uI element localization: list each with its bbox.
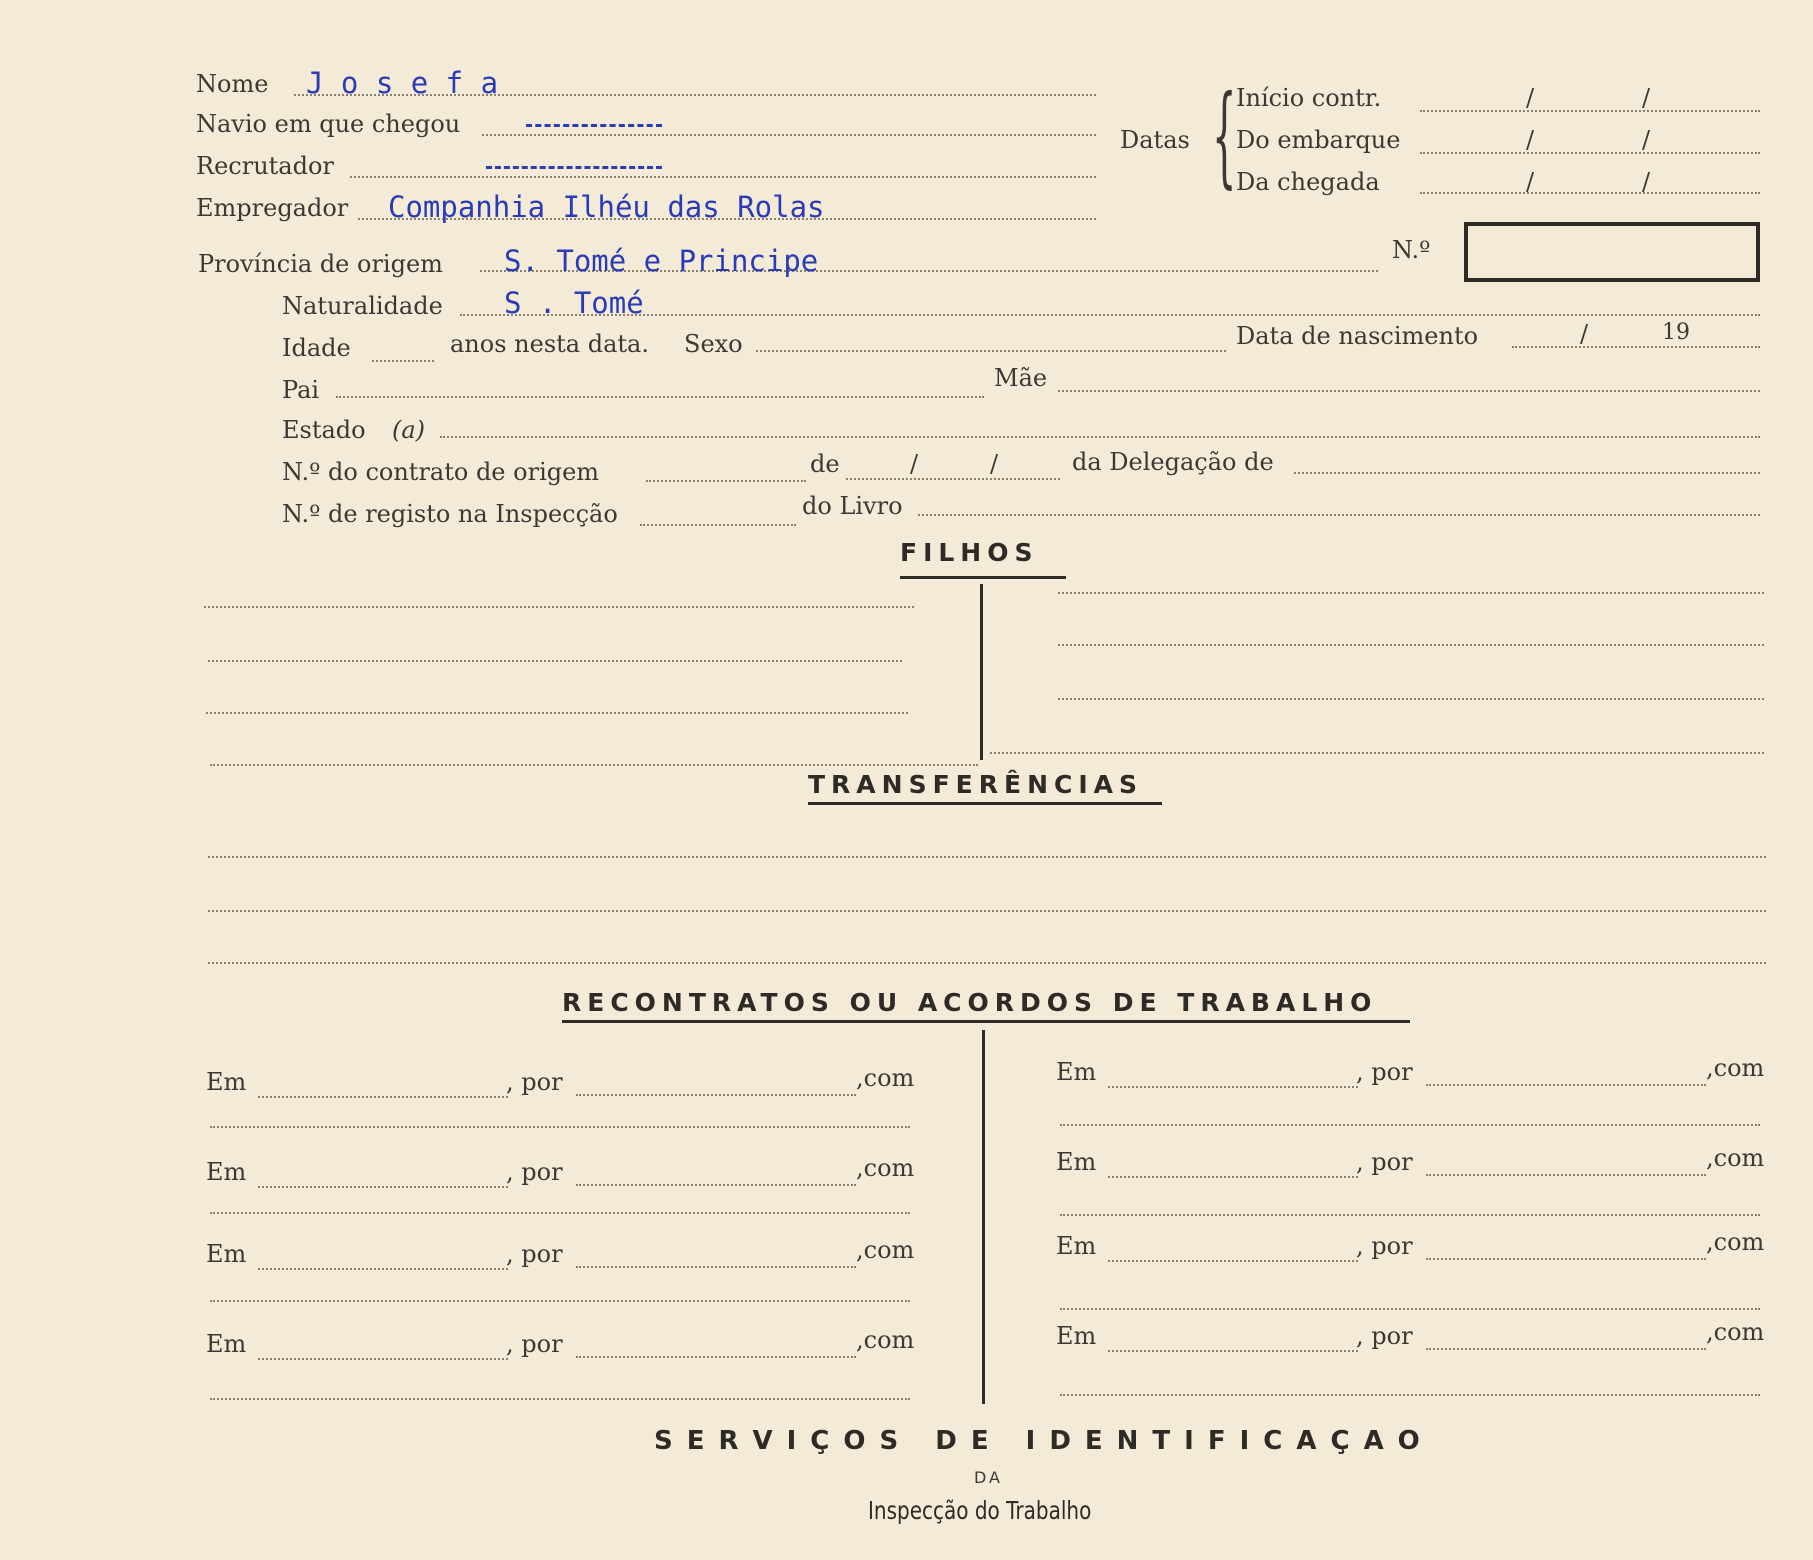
estado-note: (a): [392, 416, 426, 444]
footer-line-2: DA: [974, 1468, 1003, 1487]
datas-brace-icon: {: [1212, 71, 1237, 199]
contrato-date-line: [846, 478, 1060, 480]
recrutador-typed-dashes: [486, 166, 662, 169]
recontrato-right-4-por-line[interactable]: [1426, 1348, 1706, 1350]
filhos-right-line-2[interactable]: [1058, 644, 1764, 646]
recontrato-right-2-em: Em: [1056, 1148, 1097, 1176]
recontratos-divider: [982, 1030, 985, 1404]
nascimento-year-prefix: 19: [1662, 320, 1690, 345]
chegada-slash-2: /: [1642, 168, 1651, 196]
filhos-left-line-3[interactable]: [206, 712, 908, 714]
delegacao-label: da Delegação de: [1072, 448, 1274, 476]
recontrato-right-1-date-line[interactable]: [1108, 1086, 1358, 1088]
contrato-de-label: de: [810, 450, 840, 478]
transferencias-line-2[interactable]: [208, 910, 1766, 912]
recontrato-left-2-com: ,com: [856, 1154, 915, 1182]
navio-label: Navio em que chegou: [196, 110, 461, 138]
inicio-label: Início contr.: [1236, 84, 1382, 112]
mae-line: [1058, 390, 1760, 392]
recontrato-left-3-por-line[interactable]: [576, 1266, 856, 1268]
filhos-underline: [900, 576, 1066, 579]
chegada-slash-1: /: [1526, 168, 1535, 196]
recontrato-right-4-com: ,com: [1706, 1318, 1765, 1346]
anos-label: anos nesta data.: [450, 330, 649, 358]
recontrato-right-1-em: Em: [1056, 1058, 1097, 1086]
recrutador-label: Recrutador: [196, 152, 334, 180]
recontrato-left-2-por: , por: [506, 1158, 563, 1186]
recontrato-right-4-por: , por: [1356, 1322, 1413, 1350]
inicio-line: [1420, 110, 1760, 112]
recontrato-left-2-next-line[interactable]: [210, 1212, 910, 1214]
contrato-slash-2: /: [990, 450, 999, 478]
filhos-left-line-1[interactable]: [204, 606, 914, 608]
recontrato-right-2-por-line[interactable]: [1426, 1174, 1706, 1176]
recrutador-line: [350, 176, 1096, 178]
naturalidade-label: Naturalidade: [282, 292, 443, 320]
delegacao-line: [1294, 472, 1760, 474]
recontrato-right-2-date-line[interactable]: [1108, 1176, 1358, 1178]
recontrato-left-1-por-line[interactable]: [576, 1094, 856, 1096]
recontrato-right-2-next-line[interactable]: [1060, 1214, 1760, 1216]
empregador-value[interactable]: Companhia Ilhéu das Rolas: [388, 190, 825, 224]
footer-line-3: Inspecção do Trabalho: [868, 1496, 1092, 1525]
contrato-label: N.º do contrato de origem: [282, 458, 600, 486]
pai-label: Pai: [282, 376, 320, 404]
recontratos-heading: RECONTRATOS OU ACORDOS DE TRABALHO: [562, 988, 1378, 1017]
recontrato-left-1-next-line[interactable]: [210, 1126, 910, 1128]
recontrato-right-4-date-line[interactable]: [1108, 1350, 1358, 1352]
inicio-slash-1: /: [1526, 84, 1535, 112]
sexo-line: [756, 350, 1226, 352]
recontrato-left-4-por-line[interactable]: [576, 1356, 856, 1358]
registo-label: N.º de registo na Inspecção: [282, 500, 618, 528]
embarque-slash-1: /: [1526, 126, 1535, 154]
recontrato-left-4-por: , por: [506, 1330, 563, 1358]
transferencias-line-1[interactable]: [208, 856, 1766, 858]
chegada-line: [1420, 192, 1760, 194]
estado-line: [440, 436, 1760, 438]
recontrato-right-3-com: ,com: [1706, 1228, 1765, 1256]
registo-line: [640, 524, 796, 526]
provincia-label: Província de origem: [198, 250, 443, 278]
nascimento-slash: /: [1580, 320, 1589, 348]
idade-line: [372, 360, 434, 362]
filhos-right-line-3[interactable]: [1058, 698, 1764, 700]
recontrato-left-3-next-line[interactable]: [210, 1300, 910, 1302]
numero-label: N.º: [1392, 236, 1431, 264]
datas-label: Datas: [1120, 126, 1190, 154]
chegada-label: Da chegada: [1236, 168, 1380, 196]
recontrato-right-3-por-line[interactable]: [1426, 1258, 1706, 1260]
navio-typed-dashes: [526, 124, 662, 127]
recontrato-right-3-em: Em: [1056, 1232, 1097, 1260]
filhos-left-line-2[interactable]: [208, 660, 902, 662]
recontrato-right-1-por: , por: [1356, 1058, 1413, 1086]
nome-label: Nome: [196, 70, 269, 98]
navio-line: [482, 134, 1096, 136]
contrato-line: [646, 480, 806, 482]
recontrato-right-3-date-line[interactable]: [1108, 1260, 1358, 1262]
nascimento-label: Data de nascimento: [1236, 322, 1479, 350]
sexo-label: Sexo: [684, 330, 743, 358]
inicio-slash-2: /: [1642, 84, 1651, 112]
footer-line-1: SERVIÇOS DE IDENTIFICAÇAO: [654, 1426, 1434, 1456]
recontrato-left-4-date-line[interactable]: [258, 1358, 508, 1360]
idade-label: Idade: [282, 334, 351, 362]
recontrato-right-3-por: , por: [1356, 1232, 1413, 1260]
recontrato-right-1-com: ,com: [1706, 1054, 1765, 1082]
pai-line: [336, 396, 984, 398]
recontrato-left-4-next-line[interactable]: [210, 1398, 910, 1400]
recontrato-left-3-date-line[interactable]: [258, 1268, 508, 1270]
transferencias-heading: TRANSFERÊNCIAS: [808, 770, 1143, 799]
filhos-heading: FILHOS: [900, 538, 1039, 567]
nome-value[interactable]: J o s e f a: [306, 66, 499, 100]
livro-label: do Livro: [802, 492, 903, 520]
empregador-label: Empregador: [196, 194, 349, 222]
transferencias-underline: [808, 802, 1162, 805]
recontrato-left-2-por-line[interactable]: [576, 1184, 856, 1186]
livro-line: [918, 514, 1760, 516]
embarque-slash-2: /: [1642, 126, 1651, 154]
provincia-value[interactable]: S. Tomé e Principe: [504, 244, 819, 278]
recontrato-left-3-com: ,com: [856, 1236, 915, 1264]
filhos-right-line-4[interactable]: [990, 752, 1764, 754]
recontrato-left-1-date-line[interactable]: [258, 1096, 508, 1098]
mae-label: Mãe: [994, 364, 1048, 392]
recontrato-right-1-por-line[interactable]: [1426, 1084, 1706, 1086]
naturalidade-value[interactable]: S . Tomé: [504, 286, 644, 320]
recontrato-right-2-por: , por: [1356, 1148, 1413, 1176]
filhos-left-line-4[interactable]: [210, 764, 978, 766]
recontrato-left-1-com: ,com: [856, 1064, 915, 1092]
filhos-right-line-1[interactable]: [1058, 592, 1764, 594]
embarque-line: [1420, 152, 1760, 154]
recontratos-underline: [562, 1020, 1410, 1023]
recontrato-right-4-next-line[interactable]: [1060, 1394, 1760, 1396]
transferencias-line-3[interactable]: [208, 962, 1766, 964]
recontrato-right-1-next-line[interactable]: [1060, 1124, 1760, 1126]
recontrato-left-4-em: Em: [206, 1330, 247, 1358]
recontrato-right-4-em: Em: [1056, 1322, 1097, 1350]
recontrato-left-1-por: , por: [506, 1068, 563, 1096]
embarque-label: Do embarque: [1236, 126, 1401, 154]
recontrato-left-4-com: ,com: [856, 1326, 915, 1354]
naturalidade-line: [460, 314, 1760, 316]
numero-box[interactable]: [1464, 222, 1760, 282]
recontrato-right-2-com: ,com: [1706, 1144, 1765, 1172]
nascimento-line: [1512, 346, 1760, 348]
recontrato-right-3-next-line[interactable]: [1060, 1308, 1760, 1310]
contrato-slash-1: /: [910, 450, 919, 478]
recontrato-left-2-em: Em: [206, 1158, 247, 1186]
estado-label: Estado: [282, 416, 366, 444]
filhos-divider: [980, 584, 983, 760]
recontrato-left-3-em: Em: [206, 1240, 247, 1268]
recontrato-left-2-date-line[interactable]: [258, 1186, 508, 1188]
recontrato-left-3-por: , por: [506, 1240, 563, 1268]
recontrato-left-1-em: Em: [206, 1068, 247, 1096]
